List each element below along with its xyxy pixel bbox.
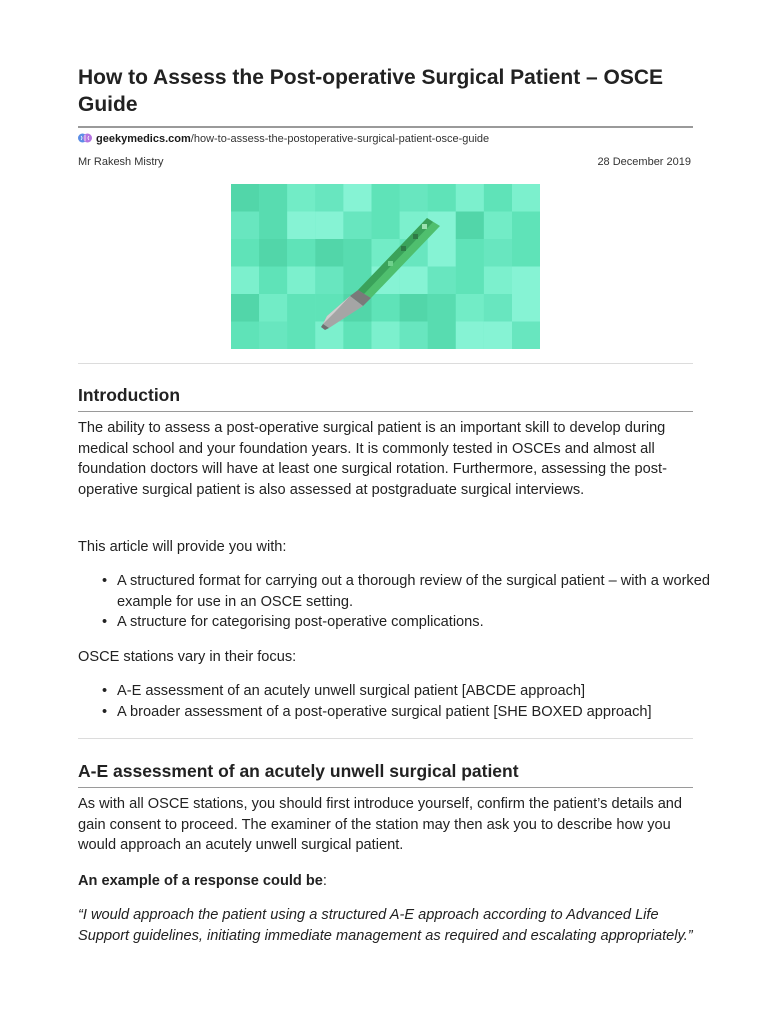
section-divider xyxy=(78,363,693,364)
heading-introduction: Introduction xyxy=(78,385,181,405)
pixel-tile xyxy=(315,239,343,267)
pixel-tile xyxy=(259,184,287,212)
brain-logo-icon xyxy=(78,133,92,143)
pixel-tile xyxy=(231,184,259,212)
example-label: An example of a response could be: xyxy=(78,873,327,889)
scalpel-hero-image xyxy=(231,184,540,349)
pixel-tile xyxy=(231,294,259,322)
pixel-tile xyxy=(428,239,456,267)
pixel-tile xyxy=(512,184,540,212)
pixel-tile xyxy=(372,184,400,212)
pixel-tile xyxy=(259,212,287,240)
pixel-tile xyxy=(456,294,484,322)
pixel-tile xyxy=(287,322,315,350)
bullet-icon: • xyxy=(102,683,108,699)
pixel-tile xyxy=(484,267,512,295)
pixel-tile xyxy=(287,212,315,240)
pixel-tile xyxy=(484,294,512,322)
source-line xyxy=(78,133,489,145)
pixel-tile xyxy=(400,267,428,295)
heading-underline xyxy=(78,787,693,788)
intro-list xyxy=(78,571,732,633)
pixel-tile xyxy=(512,239,540,267)
pixel-tile xyxy=(400,294,428,322)
pixel-tile xyxy=(343,184,371,212)
pixel-tile xyxy=(456,267,484,295)
pixel-tile xyxy=(456,212,484,240)
pixel-tile xyxy=(372,322,400,350)
pixel-tile xyxy=(456,239,484,267)
bullet-icon: • xyxy=(102,614,108,630)
pixel-tile xyxy=(484,212,512,240)
pixel-tile xyxy=(343,322,371,350)
pixel-tile xyxy=(484,322,512,350)
author: Mr Rakesh Mistry xyxy=(78,156,164,168)
pixel-tile xyxy=(231,267,259,295)
pixel-tile xyxy=(372,294,400,322)
pixel-tile xyxy=(231,212,259,240)
pixel-tile xyxy=(287,184,315,212)
intro-lead-in: This article will provide you with: xyxy=(78,539,287,555)
pixel-tile xyxy=(315,184,343,212)
pixel-tile xyxy=(428,267,456,295)
pixel-tile xyxy=(484,239,512,267)
pixel-tile xyxy=(512,322,540,350)
pixel-tile xyxy=(428,322,456,350)
list-item: • A structure for categorising post-operative complications. xyxy=(117,612,732,633)
pixel-tile xyxy=(259,239,287,267)
pixel-tile xyxy=(259,267,287,295)
bullet-icon: • xyxy=(102,573,108,589)
article-title: How to Assess the Post-operative Surgical Patient – OSCE Guide xyxy=(78,66,664,116)
pixel-tile xyxy=(400,322,428,350)
example-quote: “I would approach the patient using a structured A-E approach according to Advanced Life Support guidelines, initiating immediate management as required and escalating appropriately.” xyxy=(78,907,693,944)
list-item: • A structured format for carrying out a thorough review of the surgical patient – with a worked example for use in an OSCE setting. xyxy=(102,573,710,610)
list-item: • A-E assessment of an acutely unwell surgical patient [ABCDE approach] xyxy=(117,681,732,702)
pixel-tile xyxy=(428,184,456,212)
section-divider xyxy=(78,738,693,739)
article-meta xyxy=(78,156,693,168)
pixel-tile xyxy=(400,184,428,212)
publish-date: 28 December 2019 xyxy=(597,156,691,168)
list-item: • A broader assessment of a post-operative surgical patient [SHE BOXED approach] xyxy=(117,702,732,723)
pixel-tile xyxy=(343,239,371,267)
pixel-tile xyxy=(231,322,259,350)
pixel-tile xyxy=(512,212,540,240)
pixel-tile xyxy=(287,267,315,295)
source-path[interactable]: /how-to-assess-the-postoperative-surgical-patient-osce-guide xyxy=(190,133,490,145)
pixel-tile xyxy=(484,184,512,212)
pixel-tile xyxy=(259,322,287,350)
title-divider xyxy=(78,126,693,128)
osce-focus-list xyxy=(78,681,732,722)
heading-underline xyxy=(78,411,693,412)
bullet-icon: • xyxy=(102,703,108,720)
pixel-tile xyxy=(456,184,484,212)
pixel-tile xyxy=(231,239,259,267)
ae-paragraph: As with all OSCE stations, you should first introduce yourself, confirm the patient’s details and gain consent to proceed. The examiner of the station may then ask you to describe how you would approach an acutely unwell surgical patient. xyxy=(78,796,683,853)
pixel-tile xyxy=(287,239,315,267)
pixel-tile xyxy=(428,294,456,322)
pixel-tile xyxy=(512,267,540,295)
pixel-tile xyxy=(259,294,287,322)
pixel-tile xyxy=(343,212,371,240)
heading-ae-assessment: A-E assessment of an acutely unwell surgical patient xyxy=(78,761,519,781)
pixel-tile xyxy=(315,212,343,240)
pixel-tile xyxy=(512,294,540,322)
pixel-tile xyxy=(315,267,343,295)
source-domain[interactable]: geekymedics.com xyxy=(96,133,191,145)
pixel-tile xyxy=(287,294,315,322)
pixel-tile xyxy=(456,322,484,350)
intro-paragraph: The ability to assess a post-operative surgical patient is an important skill to develop during medical school and your foundation years. It is commonly tested in OSCEs and almost all foundation doctors will have at least one surgical rotation. Furthermore, assessing the post-operative surgical patient is also assessed at postgraduate surgical interviews. xyxy=(78,420,667,498)
pixel-tile xyxy=(372,212,400,240)
osce-focus-lead-in: OSCE stations vary in their focus: xyxy=(78,649,297,665)
